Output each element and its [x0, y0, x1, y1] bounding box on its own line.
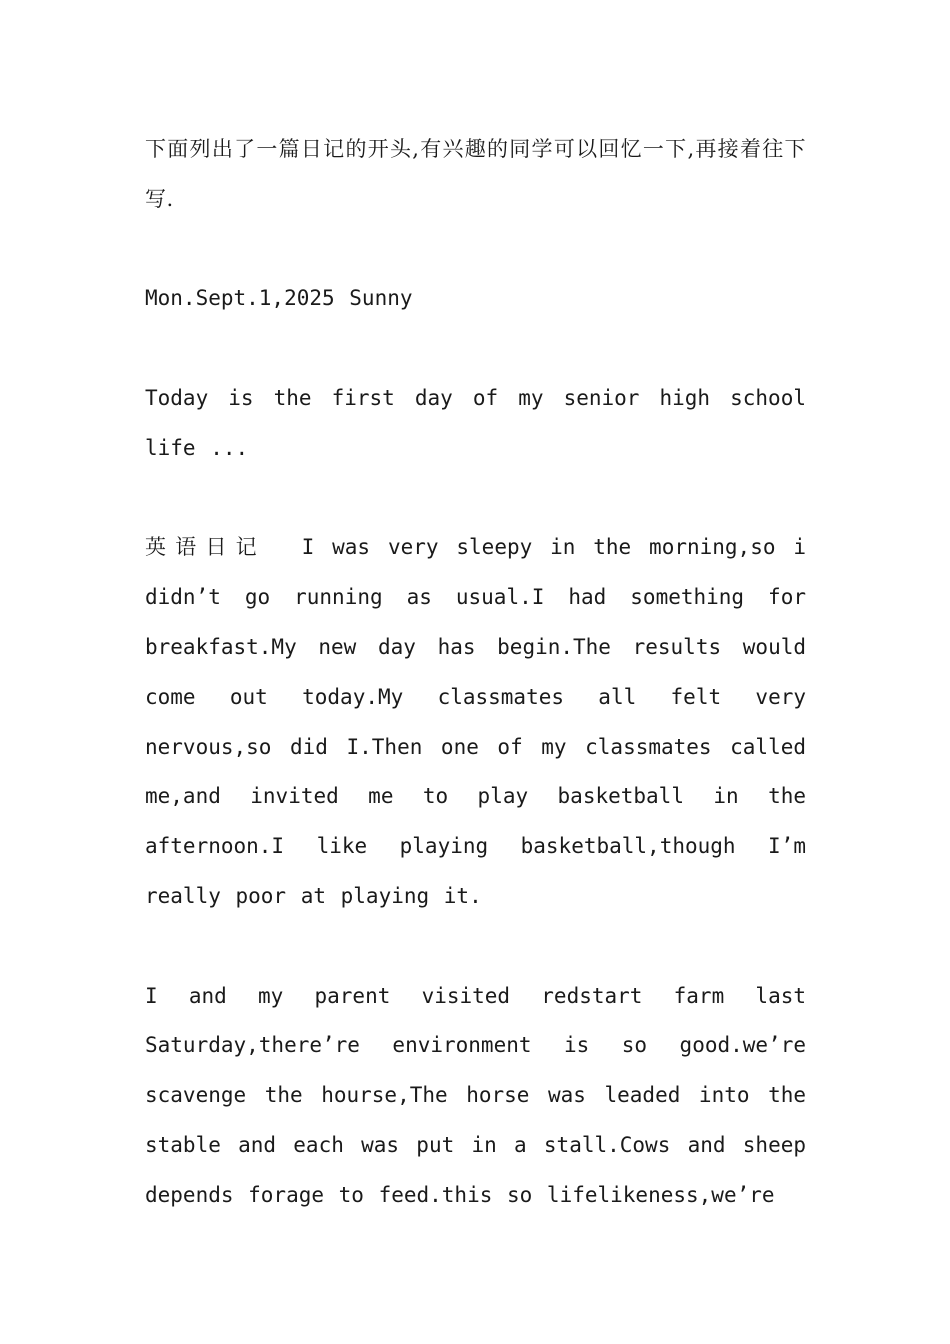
- diary-body: I was very sleepy in the morning,so i didn’t go running as usual.I had something for breakfast.My new day has begin.The results would come out today.My classmates all felt very nervous,so did I.Then one of my classmates called me,and invited me to play basketball in the afternoon.I like playing basketball,though I’m really poor at playing it.: [145, 535, 806, 908]
- intro-paragraph: 下面列出了一篇日记的开头,有兴趣的同学可以回忆一下,再接着往下写.: [145, 137, 806, 211]
- document-body: [145, 125, 806, 1270]
- farm-paragraph: I and my parent visited redstart farm last Saturday,there’re environment is so good.we’re scavenge the hourse,The horse was leaded into the stable and each was put in a stall.Cows and sheep depends forage to feed.this so lifelikeness,we’re: [145, 983, 806, 1207]
- diary-paragraph: [145, 523, 806, 921]
- diary-heading: 英语日记: [145, 535, 266, 560]
- opening-paragraph: Today is the first day of my senior high school life ...: [145, 385, 806, 460]
- date-line: Mon.Sept.1,2025 Sunny: [145, 286, 413, 311]
